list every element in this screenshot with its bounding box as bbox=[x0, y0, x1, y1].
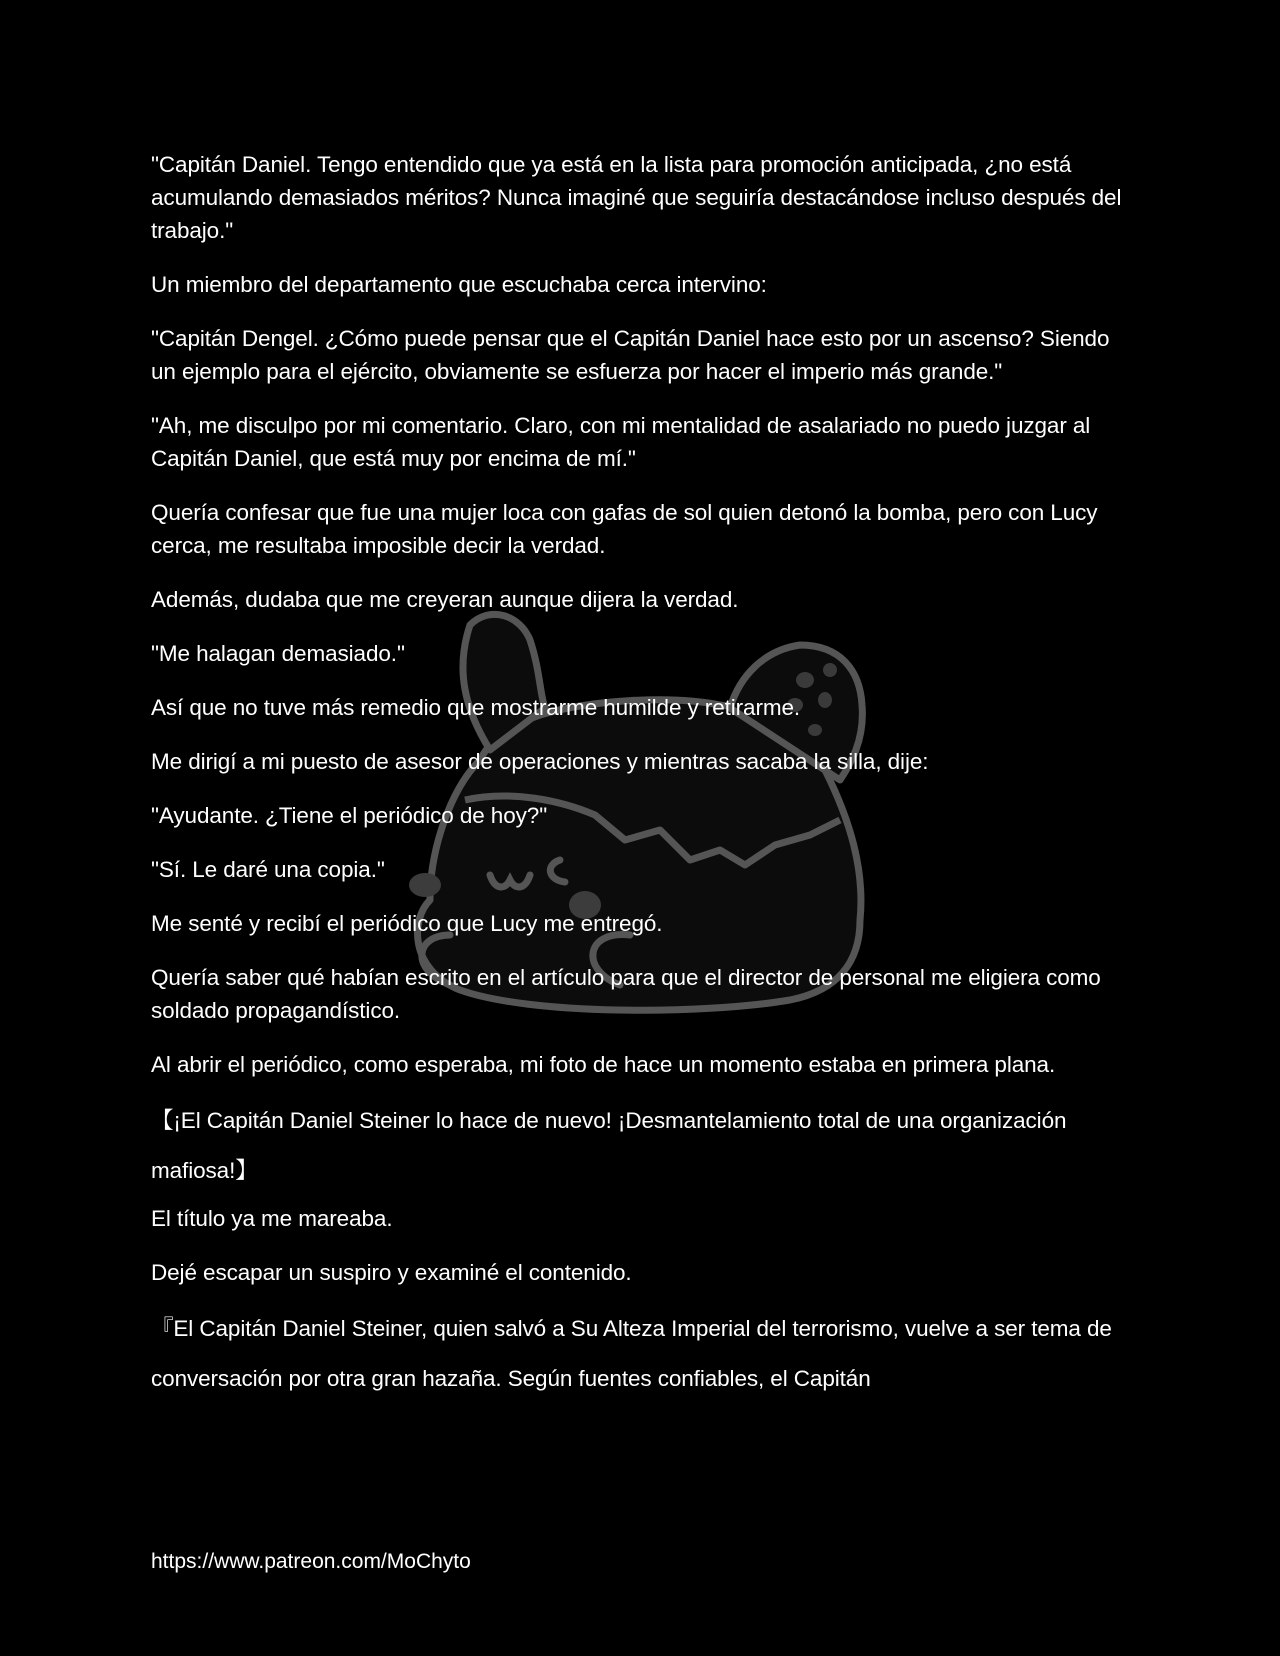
paragraph: "Capitán Daniel. Tengo entendido que ya está en la lista para promoción anticipada, ¿no está acumulando demasiados méritos? Nunca imaginé que seguiría destacándose incluso después del trabajo." bbox=[151, 152, 1122, 243]
paragraph: Un miembro del departamento que escuchaba cerca intervino: bbox=[151, 272, 767, 297]
paragraph: Así que no tuve más remedio que mostrarme humilde y retirarme. bbox=[151, 695, 801, 720]
newspaper-article-quote: 『El Capitán Daniel Steiner, quien salvó a Su Alteza Imperial del terrorismo, vuelve a ser tema de conversación por otra gran hazaña. Según fuentes confiables, el Capitán bbox=[151, 1316, 1112, 1391]
patreon-link[interactable]: https://www.patreon.com/MoChyto bbox=[151, 1550, 471, 1573]
paragraph: El título ya me mareaba. bbox=[151, 1206, 393, 1231]
newspaper-headline: 【¡El Capitán Daniel Steiner lo hace de nuevo! ¡Desmantelamiento total de una organización mafiosa!】 bbox=[151, 1108, 1067, 1183]
document-body bbox=[151, 148, 1131, 1410]
paragraph: Además, dudaba que me creyeran aunque dijera la verdad. bbox=[151, 587, 739, 612]
paragraph: Quería saber qué habían escrito en el artículo para que el director de personal me eligiera como soldado propagandístico. bbox=[151, 965, 1101, 1023]
paragraph: "Me halagan demasiado." bbox=[151, 641, 405, 666]
paragraph: Al abrir el periódico, como esperaba, mi foto de hace un momento estaba en primera plana. bbox=[151, 1052, 1056, 1077]
paragraph: "Sí. Le daré una copia." bbox=[151, 857, 385, 882]
paragraph: Me dirigí a mi puesto de asesor de operaciones y mientras sacaba la silla, dije: bbox=[151, 749, 929, 774]
paragraph: Dejé escapar un suspiro y examiné el contenido. bbox=[151, 1260, 632, 1285]
paragraph: "Ah, me disculpo por mi comentario. Claro, con mi mentalidad de asalariado no puedo juzgar al Capitán Daniel, que está muy por encima de mí." bbox=[151, 413, 1091, 471]
paragraph: Quería confesar que fue una mujer loca con gafas de sol quien detonó la bomba, pero con Lucy cerca, me resultaba imposible decir la verdad. bbox=[151, 500, 1098, 558]
paragraph: "Ayudante. ¿Tiene el periódico de hoy?" bbox=[151, 803, 548, 828]
paragraph: "Capitán Dengel. ¿Cómo puede pensar que el Capitán Daniel hace esto por un ascenso? Siendo un ejemplo para el ejército, obviamente se esfuerza por hacer el imperio más grande." bbox=[151, 326, 1110, 384]
paragraph: Me senté y recibí el periódico que Lucy me entregó. bbox=[151, 911, 663, 936]
